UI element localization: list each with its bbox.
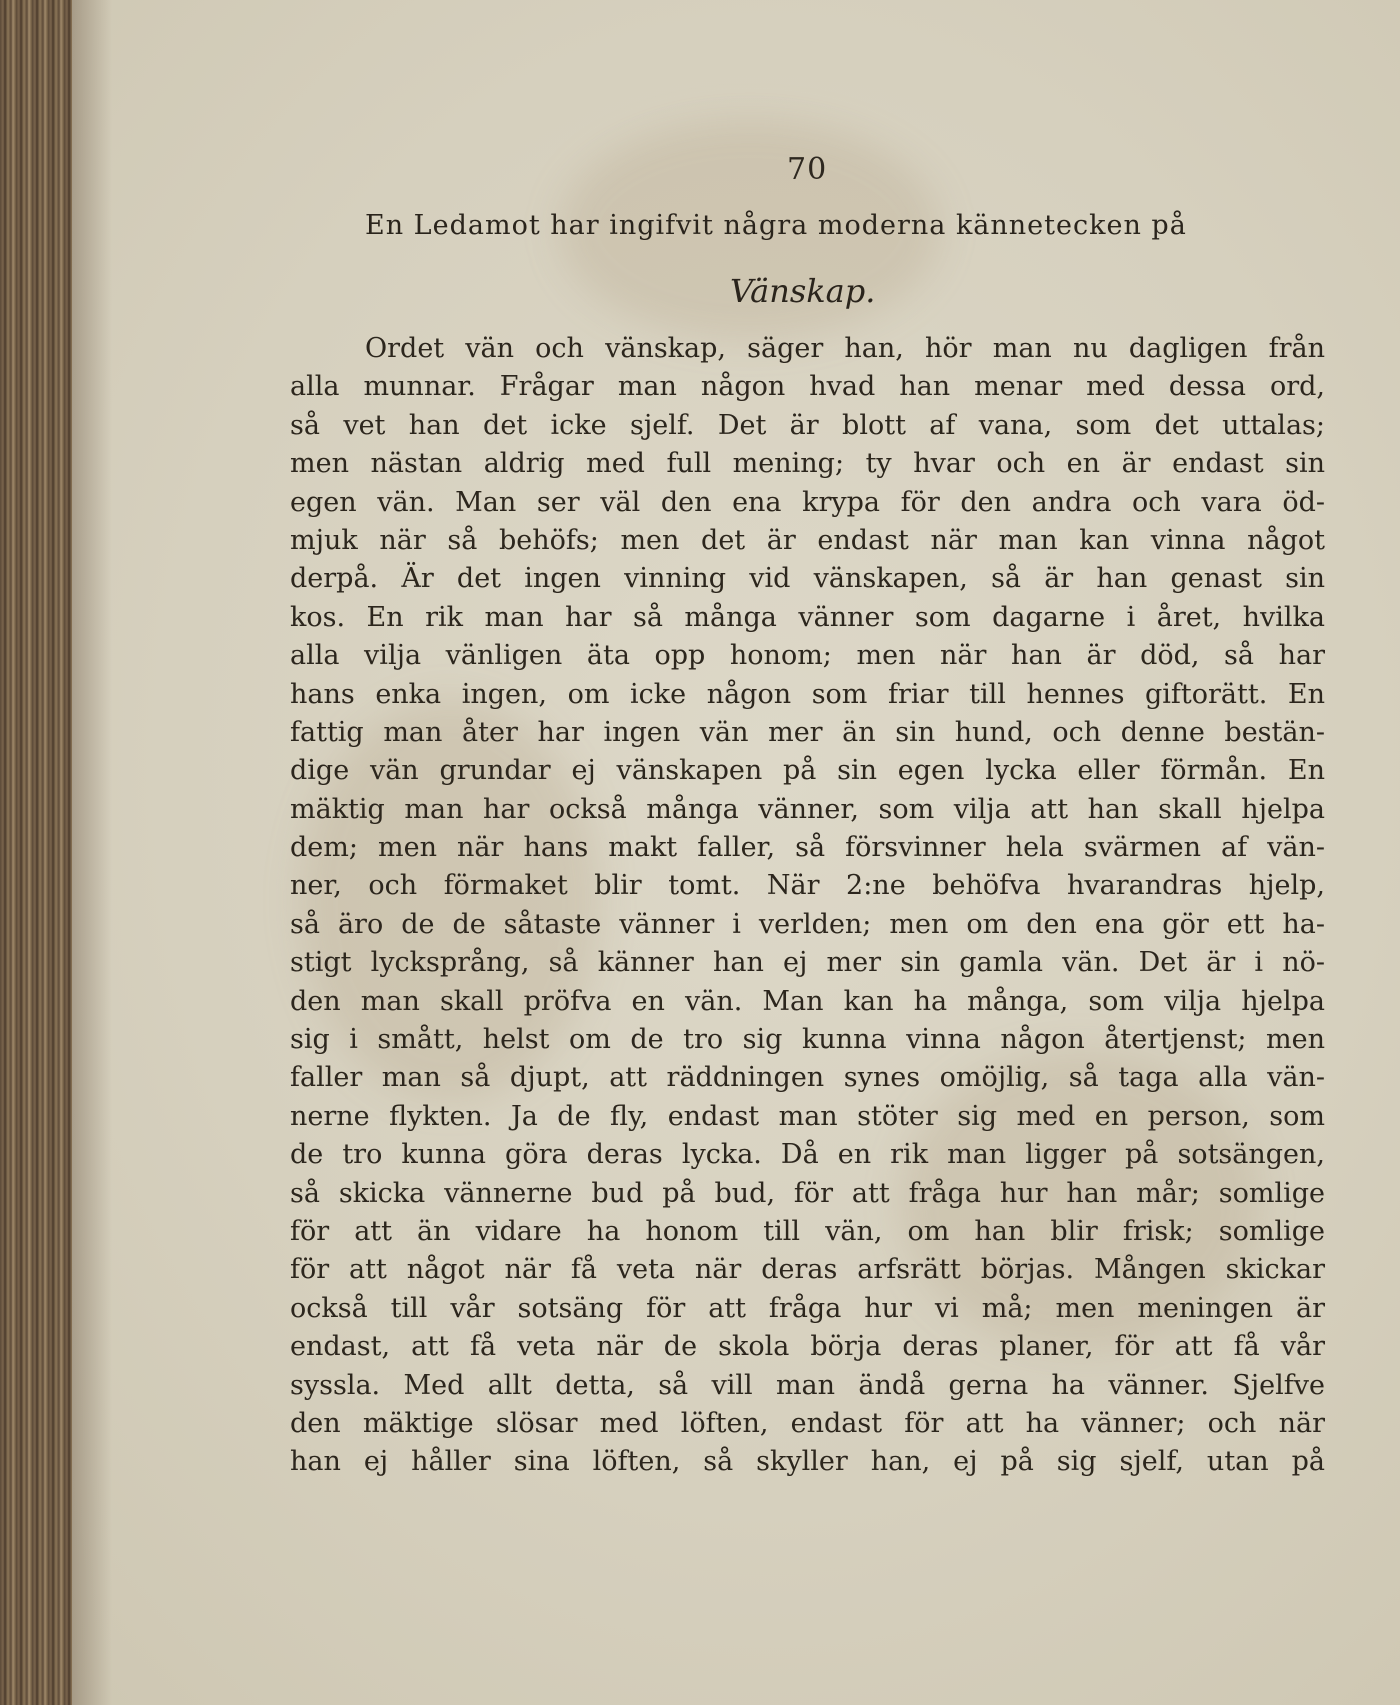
text-line: för att än vidare ha honom till vän, om han blir frisk; somlige: [290, 1215, 1325, 1247]
text-line: dem; men när hans makt faller, så försvinner hela svärmen af vän-: [290, 832, 1325, 864]
text-line: så vet han det icke sjelf. Det är blott af vana, som det uttalas;: [290, 409, 1325, 441]
text-line: fattig man åter har ingen vän mer än sin hund, och denne bestän-: [290, 716, 1325, 748]
text-line: syssla. Med allt detta, så vill man ändå gerna ha vänner. Sjelfve: [290, 1369, 1325, 1401]
text-line: den mäktige slösar med löften, endast för att ha vänner; och när: [290, 1407, 1325, 1439]
text-line: alla munnar. Frågar man någon hvad han menar med dessa ord,: [290, 371, 1325, 403]
text-line: ner, och förmaket blir tomt. När 2:ne behöfva hvarandras hjelp,: [290, 870, 1325, 902]
text-line: stigt lycksprång, så känner han ej mer sin gamla vän. Det är i nö-: [290, 947, 1325, 979]
text-line: dige vän grundar ej vänskapen på sin egen lycka eller förmån. En: [290, 755, 1325, 787]
page-number: 70: [787, 152, 828, 187]
body-paragraph: [290, 330, 1325, 1482]
intro-line: En Ledamot har ingifvit några moderna kännetecken på: [365, 210, 1187, 241]
text-line: men nästan aldrig med full mening; ty hvar och en är endast sin: [290, 448, 1325, 480]
text-line: Ordet vän och vänskap, säger han, hör man nu dagligen från: [365, 333, 1325, 364]
text-line: så skicka vännerne bud på bud, för att fråga hur han mår; somlige: [290, 1177, 1325, 1209]
text-line: sig i smått, helst om de tro sig kunna vinna någon återtjenst; men: [290, 1024, 1325, 1056]
text-line: mäktig man har också många vänner, som vilja att han skall hjelpa: [290, 793, 1325, 825]
text-line: de tro kunna göra deras lycka. Då en rik man ligger på sotsängen,: [290, 1139, 1325, 1171]
section-heading: Vänskap.: [730, 272, 876, 310]
text-line: han ej håller sina löften, så skyller han, ej på sig sjelf, utan på: [290, 1446, 1325, 1478]
text-line: endast, att få veta när de skola börja deras planer, för att få vår: [290, 1331, 1325, 1363]
text-line: egen vän. Man ser väl den ena krypa för den andra och vara öd-: [290, 486, 1325, 518]
text-line: nerne flykten. Ja de fly, endast man stöter sig med en person, som: [290, 1100, 1325, 1132]
text-line: kos. En rik man har så många vänner som dagarne i året, hvilka: [290, 601, 1325, 633]
text-line: derpå. Är det ingen vinning vid vänskapen, så är han genast sin: [290, 563, 1325, 595]
gutter-shadow: [72, 0, 112, 1705]
text-line: så äro de de såtaste vänner i verlden; men om den ena gör ett ha-: [290, 908, 1325, 940]
text-line: också till vår sotsäng för att fråga hur vi må; men meningen är: [290, 1292, 1325, 1324]
text-line: alla vilja vänligen äta opp honom; men när han är död, så har: [290, 640, 1325, 672]
text-line: för att något när få veta när deras arfsrätt börjas. Mången skickar: [290, 1254, 1325, 1286]
text-line: hans enka ingen, om icke någon som friar till hennes giftorätt. En: [290, 678, 1325, 710]
text-line: mjuk när så behöfs; men det är endast när man kan vinna något: [290, 524, 1325, 556]
text-line: faller man så djupt, att räddningen synes omöjlig, så taga alla vän-: [290, 1062, 1325, 1094]
book-spine-edge: [0, 0, 72, 1705]
text-line: den man skall pröfva en vän. Man kan ha många, som vilja hjelpa: [290, 985, 1325, 1017]
